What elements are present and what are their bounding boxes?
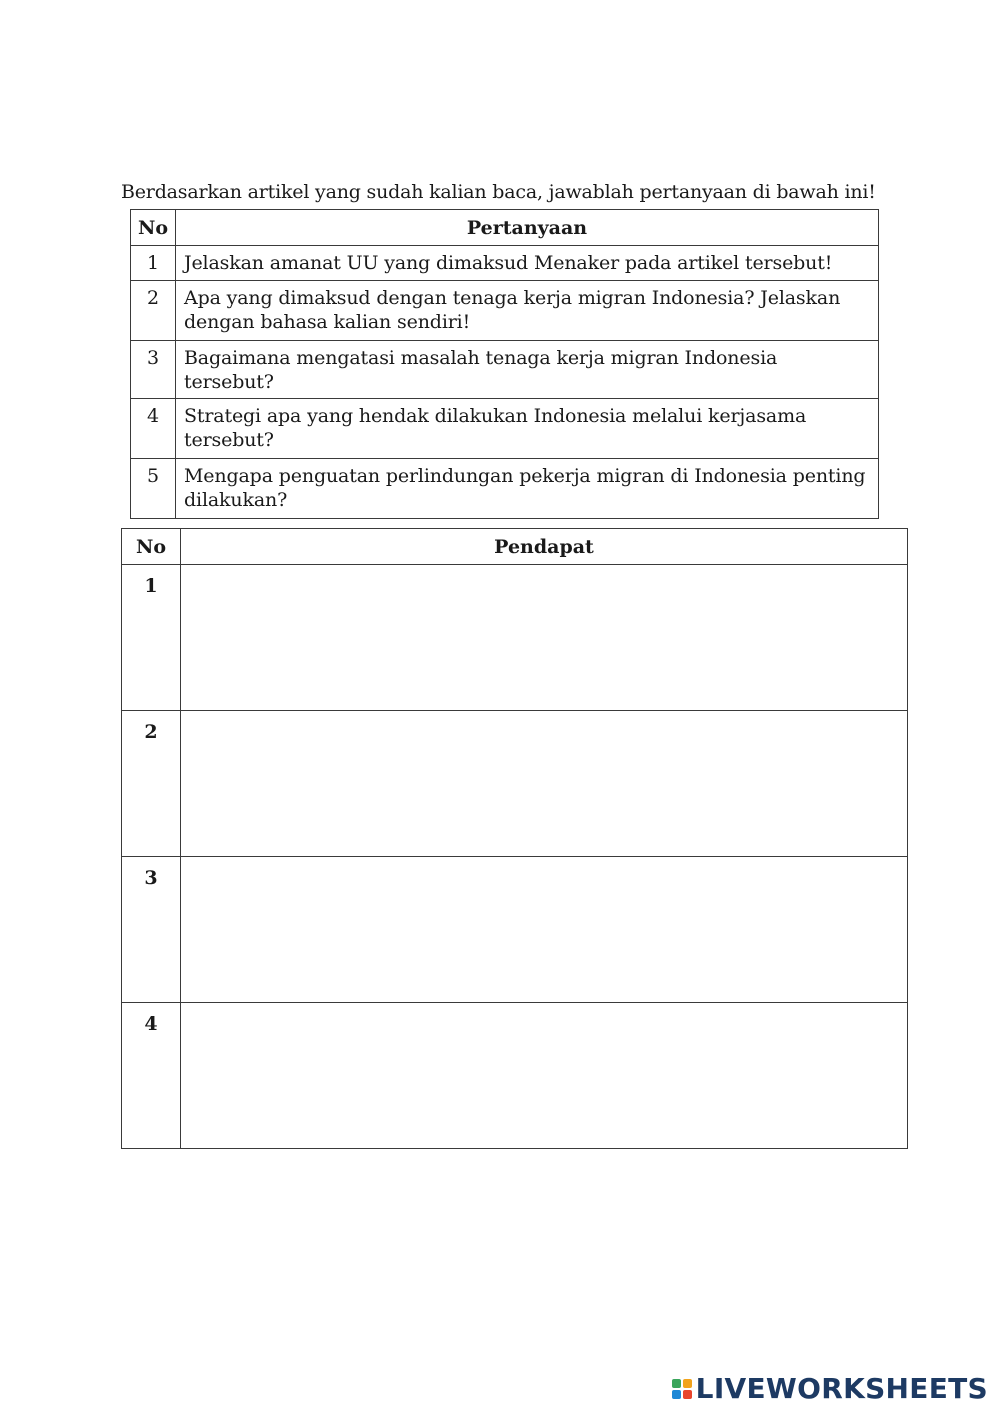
answer-number: 1 (122, 565, 181, 711)
question-text: Jelaskan amanat UU yang dimaksud Menaker pada artikel tersebut! (176, 246, 879, 281)
logo-square (683, 1379, 692, 1388)
answer-field-1[interactable] (181, 565, 908, 711)
answer-number: 2 (122, 711, 181, 857)
answers-header-row (122, 529, 908, 565)
question-text: Apa yang dimaksud dengan tenaga kerja migran Indonesia? Jelaskan dengan bahasa kalian sendiri! (176, 281, 879, 341)
question-number: 1 (131, 246, 176, 281)
answer-row (122, 1003, 908, 1149)
logo-square (672, 1379, 681, 1388)
question-row (131, 246, 879, 281)
answer-field-3[interactable] (181, 857, 908, 1003)
question-number: 2 (131, 281, 176, 341)
answer-field-4[interactable] (181, 1003, 908, 1149)
question-text: Strategi apa yang hendak dilakukan Indonesia melalui kerjasama tersebut? (176, 399, 879, 459)
question-row (131, 281, 879, 341)
questions-header-question: Pertanyaan (176, 210, 879, 246)
answer-field-2[interactable] (181, 711, 908, 857)
question-text: Bagaimana mengatasi masalah tenaga kerja migran Indonesia tersebut? (176, 341, 879, 399)
answer-row (122, 857, 908, 1003)
answer-row (122, 565, 908, 711)
answer-number: 4 (122, 1003, 181, 1149)
questions-header-no: No (131, 210, 176, 246)
question-number: 3 (131, 341, 176, 399)
answer-row (122, 711, 908, 857)
answer-number: 3 (122, 857, 181, 1003)
questions-table (130, 209, 879, 519)
question-row (131, 399, 879, 459)
answers-table (121, 528, 908, 1149)
question-number: 5 (131, 459, 176, 519)
logo-text: LIVEWORKSHEETS (695, 1372, 988, 1405)
logo-square (672, 1390, 681, 1399)
questions-header-row (131, 210, 879, 246)
instructions-text: Berdasarkan artikel yang sudah kalian baca, jawablah pertanyaan di bawah ini! (121, 181, 876, 203)
answers-header-no: No (122, 529, 181, 565)
liveworksheets-logo (672, 1374, 988, 1404)
logo-square (683, 1390, 692, 1399)
question-text: Mengapa penguatan perlindungan pekerja migran di Indonesia penting dilakukan? (176, 459, 879, 519)
question-number: 4 (131, 399, 176, 459)
question-row (131, 459, 879, 519)
question-row (131, 341, 879, 399)
liveworksheets-logo-icon (672, 1379, 692, 1399)
answers-header-opinion: Pendapat (181, 529, 908, 565)
